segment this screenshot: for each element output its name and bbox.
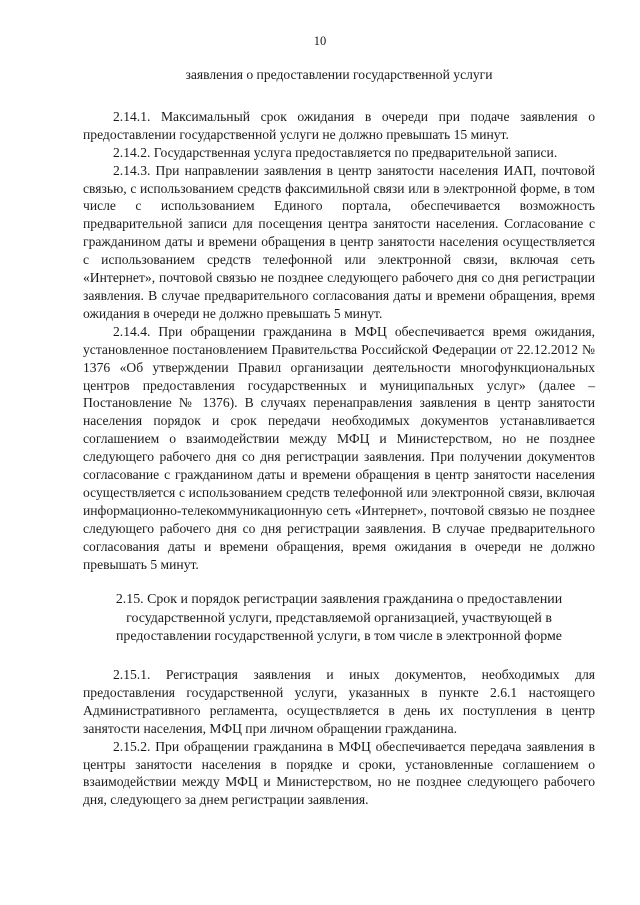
paragraph-2-14-4: 2.14.4. При обращении гражданина в МФЦ обеспечивается время ожидания, установленное постановлением Правительства Российской Федерации от 22.12.2012 № 1376 «Об утверждении Правил организации деятельности многофункциональных центров предоставления государственных и муниципальных услуг» (далее – Постановление № 1376). В случаях перенаправления заявления в центр занятости населения порядок и срок передачи необходимых документов устанавливается соглашением о взаимодействии между МФЦ и Министерством, но не позднее следующего рабочего дня со дня регистрации заявления. При получении документов согласование с гражданином даты и времени обращения в центр занятости населения осуществляется с использованием средств телефонной или электронной связи, включая информационно-телекоммуникационную сеть «Интернет», почтовой связью не позднее следующего рабочего дня со дня регистрации заявления. В случае предварительного согласования даты и времени обращения, время ожидания в очереди не должно превышать 5 минут. xyxy=(83,323,595,572)
paragraph-2-15-1: 2.15.1. Регистрация заявления и иных документов, необходимых для предоставления государственной услуги, указанных в пункте 2.6.1 настоящего Административного регламента, осуществляется в день их поступления в центр занятости населения, МФЦ при личном обращении гражданина. xyxy=(83,666,595,736)
paragraph-2-14-1: 2.14.1. Максимальный срок ожидания в очереди при подаче заявления о предоставлении государственной услуги не должно превышать 15 минут. xyxy=(83,108,595,142)
document-body xyxy=(83,66,595,809)
continued-line: заявления о предоставлении государственной услуги xyxy=(185,67,493,82)
paragraph-2-15-2: 2.15.2. При обращении гражданина в МФЦ обеспечивается передача заявления в центры занятости населения в порядке и сроки, установленные соглашением о взаимодействии между МФЦ и Министерством, но не позднее следующего рабочего дня, следующего за днем регистрации заявления. xyxy=(83,738,595,808)
page-number: 10 xyxy=(313,34,327,48)
paragraph-2-14-3: 2.14.3. При направлении заявления в центр занятости населения ИАП, почтовой связью, с использованием средств факсимильной связи или в электронной форме, в том числе с использованием Единого портала, обеспечивается возможность предварительной записи для посещения центра занятости населения. Согласование с гражданином даты и времени обращения в центр занятости населения осуществляется с использованием средств телефонной или электронной связи, включая сеть «Интернет», почтовой связью не позднее следующего рабочего дня со дня регистрации заявления. В случае предварительного согласования даты и времени обращения, время ожидания в очереди не должно превышать 5 минут. xyxy=(83,162,595,321)
paragraph-2-14-2: 2.14.2. Государственная услуга предоставляется по предварительной записи. xyxy=(113,144,558,160)
section-heading-2-15: 2.15. Срок и порядок регистрации заявления гражданина о предоставлении государственной услуги, представляемой организацией, участвующей в предоставлении государственной услуги, в том числе в электронной форме xyxy=(115,592,563,645)
